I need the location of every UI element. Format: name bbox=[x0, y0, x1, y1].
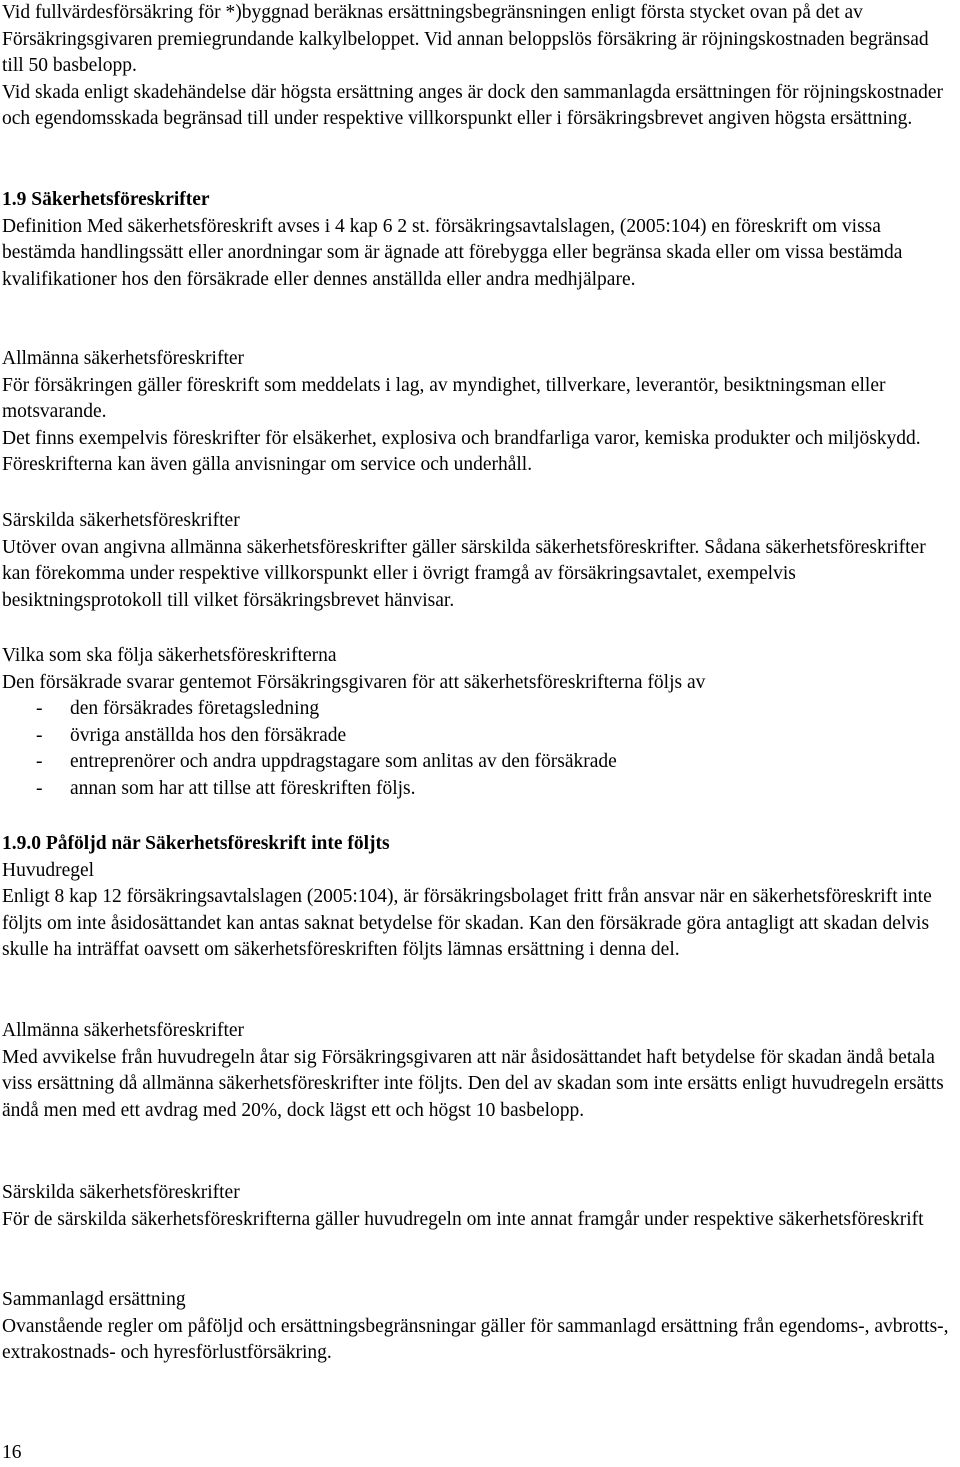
penalty-special-block bbox=[2, 1180, 954, 1233]
section-heading: 1.9.0 Påföljd när Säkerhetsföreskrift inte följts bbox=[2, 833, 390, 854]
responsible-list bbox=[2, 696, 954, 802]
subheading: Särskilda säkerhetsföreskrifter bbox=[2, 1182, 240, 1203]
list-item: - entreprenörer och andra uppdragstagare som anlitas av den försäkrade bbox=[2, 749, 954, 776]
subheading: Sammanlagd ersättning bbox=[2, 1289, 186, 1310]
page-number: 16 bbox=[2, 1442, 22, 1463]
who-paragraph-1: Den försäkrade svarar gentemot Försäkringsgivaren för att säkerhetsföreskrifterna följs av bbox=[2, 671, 706, 693]
list-marker: - bbox=[36, 777, 43, 799]
subheading: Allmänna säkerhetsföreskrifter bbox=[2, 1020, 245, 1041]
subheading: Allmänna säkerhetsföreskrifter bbox=[2, 348, 245, 369]
penalty-general-paragraph: Med avvikelse från huvudregeln åtar sig Försäkringsgivaren att när åsidosättandet haft betydelse för skadan ändå betala viss ersättning då allmänna säkerhetsföreskrifter inte följts. Den del av skadan som inte ersätts enligt huvudregeln ersätts ändå men med ett avdrag med 20%, dock lägst ett och högst 10 basbelopp. bbox=[2, 1046, 944, 1121]
subheading: Vilka som ska följa säkerhetsföreskrifterna bbox=[2, 645, 337, 666]
who-follows-block bbox=[2, 643, 954, 803]
section-1-9-0 bbox=[2, 831, 954, 964]
main-rule-paragraph: Enligt 8 kap 12 försäkringsavtalslagen (2005:104), är försäkringsbolaget fritt från ansvar när en säkerhetsföreskrift inte följts om inte åsidosättandet kan antas saknat betydelse för skadan. Kan den försäkrade göra antagligt att skadan delvis skulle ha inträffat oavsett om säkerhetsföreskriften följts lämnas ersättning i denna del. bbox=[2, 886, 932, 961]
special-rules-block bbox=[2, 508, 954, 614]
intro-block bbox=[2, 0, 954, 133]
intro-paragraph-2: Vid skada enligt skadehändelse där högsta ersättning anges är dock den sammanlagda ersättningen för röjningskostnader och egendomsskada begränsad till under respektive villkorspunkt eller i försäkringsbrevet angiven högsta ersättning. bbox=[2, 81, 944, 130]
list-marker: - bbox=[36, 724, 43, 746]
section-1-9 bbox=[2, 187, 954, 293]
penalty-special-paragraph: För de särskilda säkerhetsföreskrifterna gäller huvudregeln om inte annat framgår under respektive säkerhetsföreskrift bbox=[2, 1208, 924, 1230]
list-item: - övriga anställda hos den försäkrade bbox=[2, 723, 954, 750]
subheading: Särskilda säkerhetsföreskrifter bbox=[2, 510, 240, 531]
special-paragraph-1: Utöver ovan angivna allmänna säkerhetsföreskrifter gäller särskilda säkerhetsföreskrifter. Sådana säkerhetsföreskrifter kan förekomma under respektive villkorspunkt eller i övrigt framgå av försäkringsavtalet, exempelvis besiktningsprotokoll till vilket försäkringsbrevet hänvisar. bbox=[2, 536, 926, 611]
list-marker: - bbox=[36, 751, 43, 773]
list-item: - annan som har att tillse att föreskriften följs. bbox=[2, 776, 954, 803]
penalty-general-block bbox=[2, 1018, 954, 1124]
section-heading: 1.9 Säkerhetsföreskrifter bbox=[2, 189, 210, 210]
combined-paragraph: Ovanstående regler om påföljd och ersättningsbegränsningar gäller för sammanlagd ersättning från egendoms-, avbrotts-, extrakostnads- och hyresförlustförsäkring. bbox=[2, 1315, 949, 1364]
list-item: - den försäkrades företagsledning bbox=[2, 696, 954, 723]
definition-paragraph: Definition Med säkerhetsföreskrift avses i 4 kap 6 2 st. försäkringsavtalslagen, (2005:104) en föreskrift om vissa bestämda handlingssätt eller anordningar som är ägnade att förebygga eller begränsa skada eller om vissa bestämda kvalifikationer hos den försäkrade eller dennes anställda eller andra medhjälpare. bbox=[2, 215, 903, 290]
general-paragraph-2: Det finns exempelvis föreskrifter för elsäkerhet, explosiva och brandfarliga varor, kemiska produkter och miljöskydd. Föreskrifterna kan även gälla anvisningar om service och underhåll. bbox=[2, 427, 921, 476]
general-rules-block bbox=[2, 346, 954, 479]
subheading: Huvudregel bbox=[2, 859, 95, 881]
list-marker: - bbox=[36, 698, 43, 720]
combined-compensation-block bbox=[2, 1287, 954, 1367]
general-paragraph-1: För försäkringen gäller föreskrift som meddelats i lag, av myndighet, tillverkare, leverantör, besiktningsman eller motsvarande. bbox=[2, 374, 886, 423]
intro-paragraph-1: Vid fullvärdesförsäkring för *)byggnad beräknas ersättningsbegränsningen enligt första stycket ovan på det av Försäkringsgivaren premiegrundande kalkylbeloppet. Vid annan beloppslös försäkring är röjningskostnaden begränsad till 50 basbelopp. bbox=[2, 2, 929, 77]
